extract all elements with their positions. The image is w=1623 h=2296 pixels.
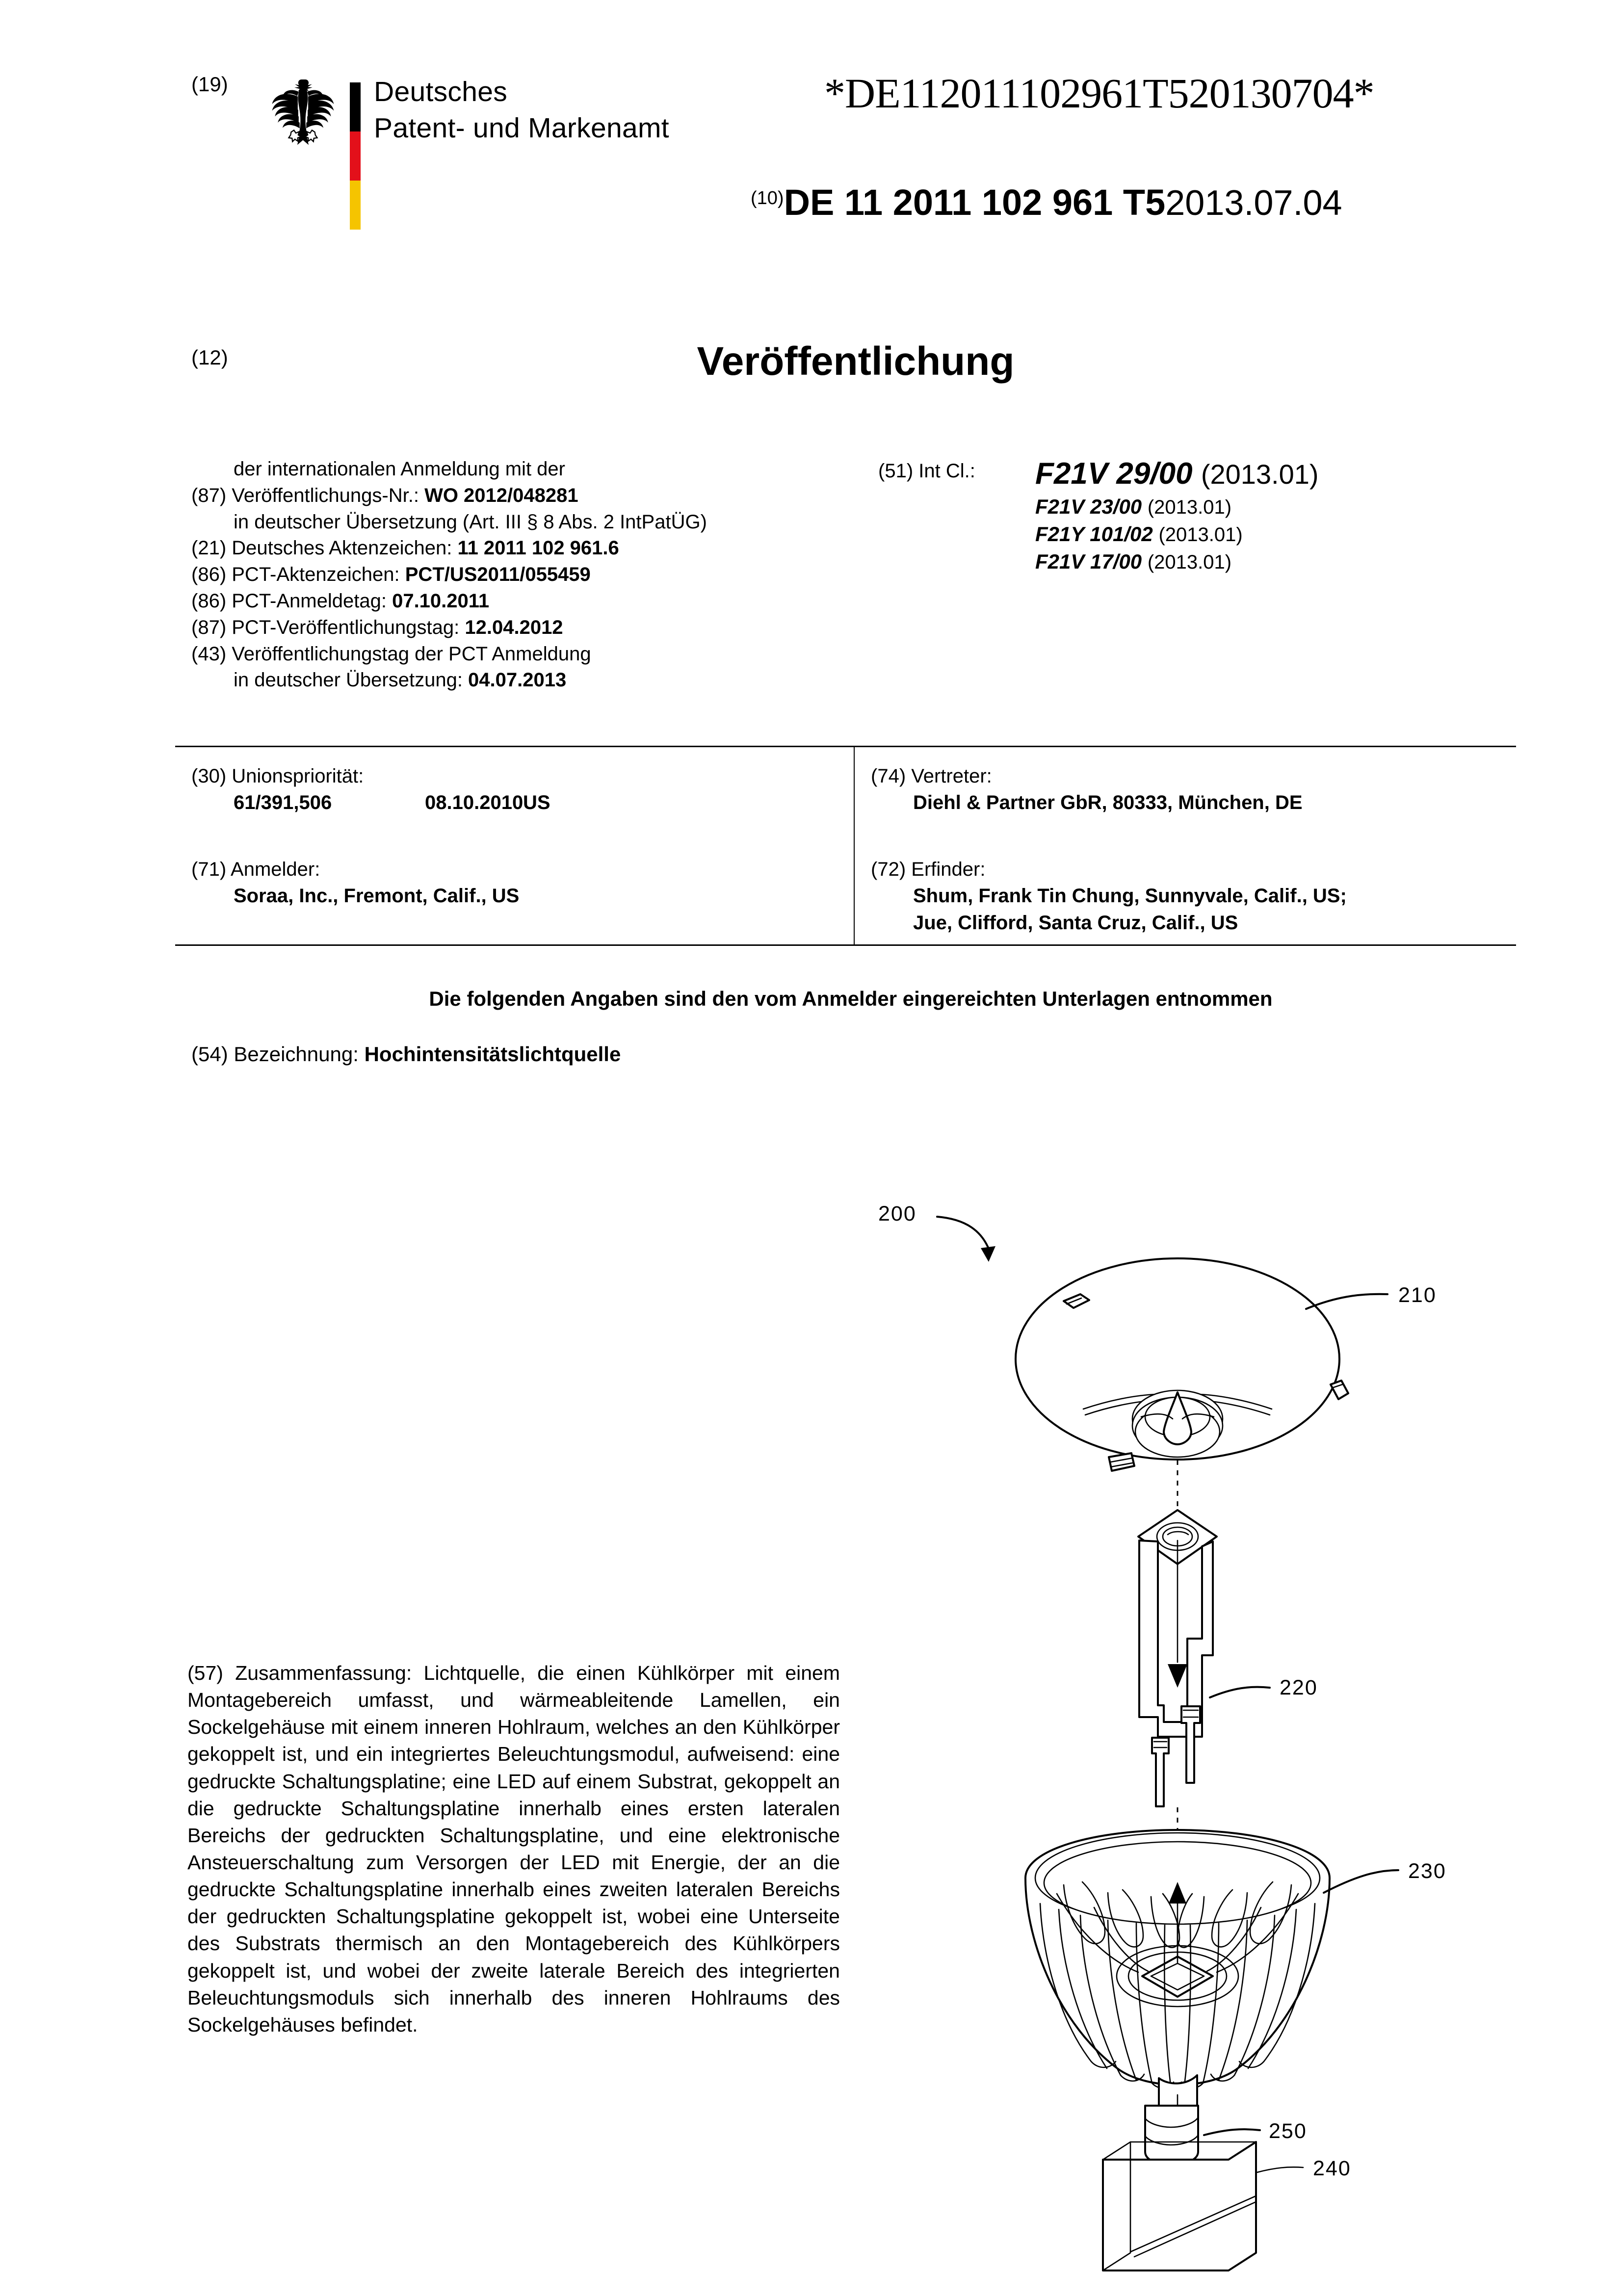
document-number: DE 11 2011 102 961 T5 [784,182,1166,223]
table-top-rule [175,746,1516,747]
ipc-label-text: Int Cl.: [918,460,975,482]
office-name-line2: Patent- und Markenamt [374,112,669,144]
barcode-number-text: *DE112011102961T520130704* [824,70,1374,117]
document-header [0,0,1623,275]
ipc-codes-list [1035,456,1319,574]
inventors-list [871,883,1347,936]
publication-date: 2013.07.04 [1165,183,1342,223]
ipc-label [878,460,975,482]
ref-numeral-220: 220 [1280,1676,1318,1699]
ipc-secondary-code: F21Y 101/02 [1035,522,1159,546]
inid-code-72: (72) [871,859,906,880]
abstract-label: Zusammenfassung: [235,1662,424,1684]
biblio-row-label: Veröffentlichungs-Nr.: [232,484,425,506]
ipc-main-version: (2013.01) [1201,459,1319,490]
inid-code: (87) [191,484,232,506]
document-kind-title: Veröffentlichung [697,339,1015,384]
biblio-row-label: Deutsches Aktenzeichen: [232,537,458,559]
biblio-row [191,483,844,509]
inid-code: (86) [191,564,232,586]
table-vertical-rule [854,747,855,944]
inid-code: (86) [191,590,232,612]
applicant-label-row [191,856,519,883]
biblio-row [191,535,844,562]
inid-code: (21) [191,537,232,559]
inid-code-19: (19) [191,73,228,96]
flag-stripe-black [350,82,361,131]
ref-numeral-230: 230 [1408,1859,1446,1883]
ref-numeral-210: 210 [1398,1283,1437,1307]
dpma-logo [267,74,366,235]
biblio-row-label: PCT-Aktenzeichen: [232,564,405,586]
ipc-secondary-code: F21V 23/00 [1035,495,1148,518]
priority-label-row [191,763,550,789]
ipc-main-class [1035,456,1319,491]
biblio-row [191,456,844,483]
biblio-row [191,588,844,615]
biblio-row-value: PCT/US2011/055459 [405,564,591,586]
applicant-name: Soraa, Inc., Fremont, Calif., US [234,885,520,907]
biblio-row-value: 12.04.2012 [465,616,563,638]
inventor-name: Jue, Clifford, Santa Cruz, Calif., US [913,912,1238,934]
ipc-secondary-version: (2013.01) [1158,524,1243,546]
federal-eagle-icon [267,78,339,151]
applicant-label: Anmelder: [231,859,320,880]
exploded-led-lamp-assembly-drawing [864,1197,1550,2208]
ipc-main-code: F21V 29/00 [1035,457,1193,491]
ipc-secondary-class [1035,522,1319,546]
bibliographic-data-left [191,456,844,694]
inid-code-12: (12) [191,346,228,369]
priority-date: 08.10.2010 [425,792,524,814]
office-name-line1: Deutsches [374,76,508,107]
inid-code-51: (51) [878,460,914,482]
ipc-secondary-version: (2013.01) [1147,496,1232,518]
inid-code-10: (10) [751,188,784,209]
ipc-secondary-class [1035,550,1319,574]
biblio-row-value: 07.10.2011 [392,590,490,612]
representative-field [871,763,1303,816]
priority-label: Unionspriorität: [232,765,364,787]
invention-title-label: Bezeichnung: [234,1043,365,1066]
representative-label: Vertreter: [911,765,992,787]
inventors-field [871,856,1347,936]
biblio-row [191,667,844,694]
priority-field [191,763,550,816]
priority-values-row [191,789,550,816]
representative-name: Diehl & Partner GbR, 80333, München, DE [913,792,1303,814]
ref-numeral-240: 240 [1313,2157,1351,2180]
ipc-secondary-classes [1035,495,1319,574]
part-210-dome [1016,1258,1348,1471]
inid-code-54: (54) [191,1043,228,1066]
applicant-field [191,856,519,910]
ipc-secondary-version: (2013.01) [1147,551,1232,573]
biblio-row-label: in deutscher Übersetzung: [234,669,469,691]
biblio-row-label: PCT-Anmeldetag: [232,590,393,612]
invention-title-row [191,1043,621,1066]
inid-code: (43) [191,643,232,665]
biblio-row-label: Veröffentlichungstag der PCT Anmeldung [232,643,591,665]
figure-svg [864,1197,1550,2208]
biblio-row-label: in deutscher Übersetzung (Art. III § 8 Abs. 2 IntPatÜG) [234,511,707,533]
abstract-text: Lichtquelle, die einen Kühlkörper mit einem Montagebereich umfasst, und wärmeableitende Lamellen, ein Sockelgehäuse mit einem inneren Hohlraum, welches an den Kühlkörper gekoppelt ist, und ein integriertes Beleuchtungsmodul, aufweisend: eine gedruckte Schaltungsplatine; eine LED auf einem Substrat, gekoppelt an die gedruckte Schaltungsplatine innerhalb eines ersten lateralen Bereichs der gedruckten Schaltungsplatine, und eine elektronische Ansteuerschaltung zum Versorgen der LED mit Energie, der an die gedruckte Schaltungsplatine innerhalb eines zweiten lateralen Bereichs der gedruckten Schaltungsplatine gekoppelt ist, wobei eine Unterseite des Substrats thermisch an den Montagebereich des Kühlkörpers gekoppelt ist, und wobei der zweite laterale Bereich des integrierten Beleuchtungsmoduls sich innerhalb des inneren Hohlraums des Sockelgehäuses befindet. [187,1662,840,2036]
biblio-row-label: der internationalen Anmeldung mit der [234,458,565,480]
part-240-base-connector-svg [864,2105,1550,2296]
inid-code-57: (57) [187,1662,223,1684]
biblio-row [191,562,844,588]
inid-code: (87) [191,616,232,638]
german-flag-bar-icon [350,82,361,230]
biblio-row [191,641,844,668]
inventor-name: Shum, Frank Tin Chung, Sunnyvale, Calif., US; [913,885,1347,907]
inid-code-71: (71) [191,859,227,880]
inventors-label: Erfinder: [911,859,986,880]
priority-country: US [523,792,550,814]
applicant-documents-notice: Die folgenden Angaben sind den vom Anmelder eingereichten Unterlagen entnommen [429,987,1273,1010]
representative-label-row [871,763,1303,789]
biblio-row-label: PCT-Veröffentlichungstag: [232,616,465,638]
biblio-row-value: 11 2011 102 961.6 [457,537,619,559]
flag-stripe-gold [350,181,361,230]
biblio-row-value: 04.07.2013 [468,669,567,691]
ref-numeral-250: 250 [1269,2119,1307,2143]
flag-stripe-red [350,131,361,181]
abstract-block [187,1660,840,2038]
ipc-secondary-class [1035,495,1319,519]
inid-code-30: (30) [191,765,227,787]
biblio-row [191,509,844,536]
inventors-label-row [871,856,1347,883]
biblio-row-value: WO 2012/048281 [424,484,578,506]
invention-title: Hochintensitätslichtquelle [364,1043,621,1066]
office-name [374,74,669,146]
publication-number-line [751,182,1342,223]
priority-number: 61/391,506 [234,792,332,814]
ipc-secondary-code: F21V 17/00 [1035,550,1148,573]
inid-code-74: (74) [871,765,906,787]
biblio-row [191,615,844,641]
table-bottom-rule [175,944,1516,946]
ref-numeral-200: 200 [878,1202,916,1226]
